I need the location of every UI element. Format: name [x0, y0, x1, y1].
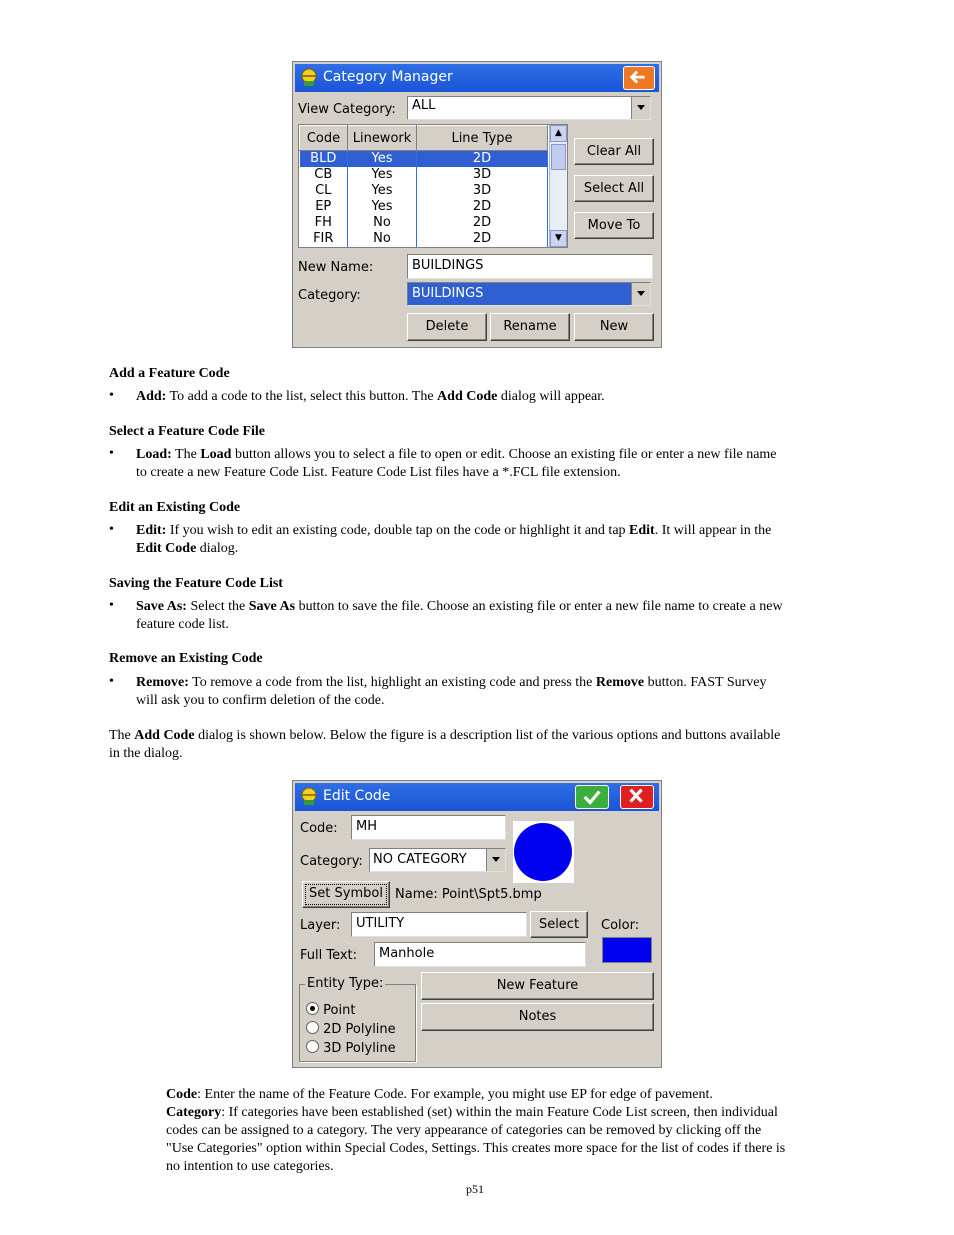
cell-linework: Yes	[348, 183, 417, 199]
new-button[interactable]: New	[574, 313, 654, 341]
chevron-down-icon	[486, 849, 505, 871]
view-category-dropdown[interactable]	[407, 96, 651, 120]
full-text-input[interactable]	[374, 942, 586, 967]
layer-label: Layer:	[300, 918, 341, 933]
view-category-value: ALL	[412, 98, 436, 113]
edit-code-titlebar	[295, 783, 659, 811]
scroll-up-icon[interactable]: ▲	[550, 125, 567, 142]
close-icon	[621, 786, 653, 808]
radio-empty-icon	[306, 1021, 319, 1034]
layer-input[interactable]	[351, 912, 527, 937]
clear-all-button[interactable]: Clear All	[574, 138, 654, 165]
chevron-down-icon	[631, 97, 650, 119]
chevron-down-icon	[631, 283, 650, 305]
app-icon	[298, 786, 320, 808]
category-manager-dialog	[292, 61, 662, 348]
edit-description: Edit: If you wish to edit an existing code, double tap on the code or highlight it and tap Edit. It will appear in the Edit Code dialog.	[136, 523, 772, 556]
dialog-title: Category Manager	[323, 69, 453, 85]
radio-2d-polyline[interactable]	[306, 1021, 396, 1037]
category-label: Category:	[298, 288, 361, 303]
new-name-value: BUILDINGS	[412, 258, 484, 273]
heading-add-feature-code: Add a Feature Code	[109, 366, 230, 381]
color-swatch[interactable]	[602, 937, 652, 963]
code-value: MH	[356, 819, 377, 834]
add-code-intro: The Add Code dialog is shown below. Below the figure is a description list of the various options and buttons available in the dialog.	[109, 728, 781, 761]
cell-linework: No	[348, 215, 417, 231]
bullet: •	[109, 674, 114, 689]
radio-label: Point	[323, 1003, 356, 1018]
category-description: Category: If categories have been established (set) within the main Feature Code List screen, then individual codes can be assigned to a category. The very appearance of categories can be removed by clicking off the "Use Categories" option within Special Codes, Settings. This creates more space for the list of codes if there is no intention to use categories.	[166, 1105, 786, 1174]
bullet: •	[109, 522, 114, 537]
notes-button[interactable]: Notes	[421, 1003, 654, 1031]
table-row[interactable]	[300, 167, 548, 183]
set-symbol-button[interactable]: Set Symbol	[302, 881, 390, 908]
load-description: Load: The Load button allows you to select a file to open or edit. Choose an existing file or enter a new file name to create a new Feature Code List. Feature Code List files have a *.FCL file extension.	[136, 447, 777, 480]
table-row[interactable]	[300, 183, 548, 199]
cell-line-type: 3D	[417, 167, 548, 183]
symbol-preview	[513, 821, 574, 883]
back-arrow-icon	[624, 67, 654, 89]
code-description: Code: Enter the name of the Feature Code. For example, you might use EP for edge of pavement.	[166, 1087, 713, 1102]
radio-selected-icon	[306, 1002, 319, 1015]
bullet: •	[109, 446, 114, 461]
column-header-linework[interactable]: Linework	[348, 126, 417, 151]
new-name-input[interactable]	[407, 254, 653, 279]
category-dropdown[interactable]	[407, 282, 651, 306]
category-value: BUILDINGS	[412, 286, 484, 301]
save-as-description: Save As: Select the Save As button to save the file. Choose an existing file or enter a new file name to create a new feature code list.	[136, 599, 783, 632]
layer-value: UTILITY	[356, 916, 405, 931]
new-feature-button[interactable]: New Feature	[421, 972, 654, 1000]
cell-code: CL	[300, 183, 348, 199]
heading-edit-code: Edit an Existing Code	[109, 500, 241, 515]
radio-3d-polyline[interactable]	[306, 1040, 396, 1056]
filled-circle-symbol-icon	[513, 821, 574, 883]
remove-description: Remove: To remove a code from the list, highlight an existing code and press the Remove button. FAST Survey will ask you to confirm deletion of the code.	[136, 675, 767, 708]
page-number: p51	[466, 1182, 484, 1196]
heading-saving: Saving the Feature Code List	[109, 576, 283, 591]
bullet: •	[109, 388, 114, 403]
table-row[interactable]	[300, 215, 548, 231]
full-text-label: Full Text:	[300, 948, 358, 963]
cell-linework: Yes	[348, 151, 417, 168]
code-input[interactable]	[351, 815, 506, 840]
code-label: Code:	[300, 821, 338, 836]
symbol-name: Name: Point\Spt5.bmp	[395, 887, 542, 902]
cell-code: BLD	[300, 151, 348, 168]
radio-empty-icon	[306, 1040, 319, 1053]
cell-line-type: 2D	[417, 199, 548, 215]
select-layer-button[interactable]: Select	[530, 911, 588, 938]
back-button[interactable]	[623, 66, 655, 90]
view-category-label: View Category:	[298, 102, 396, 117]
delete-button[interactable]: Delete	[407, 313, 487, 341]
scroll-down-icon[interactable]: ▼	[550, 230, 567, 247]
scroll-thumb[interactable]	[551, 144, 566, 170]
column-header-code[interactable]: Code	[300, 126, 348, 151]
full-text-value: Manhole	[379, 946, 435, 961]
cell-line-type: 2D	[417, 151, 548, 168]
dialog-title: Edit Code	[323, 788, 391, 804]
select-all-button[interactable]: Select All	[574, 175, 654, 202]
cell-line-type: 3D	[417, 183, 548, 199]
table-row[interactable]	[300, 231, 548, 247]
column-header-line-type[interactable]: Line Type	[417, 126, 548, 151]
category-label: Category:	[300, 854, 363, 869]
cell-line-type: 2D	[417, 231, 548, 247]
heading-select-file: Select a Feature Code File	[109, 424, 266, 439]
list-scrollbar[interactable]	[549, 125, 567, 247]
cell-linework: Yes	[348, 167, 417, 183]
cancel-button[interactable]	[620, 785, 654, 809]
color-label: Color:	[601, 918, 640, 933]
radio-label: 2D Polyline	[323, 1022, 396, 1037]
ok-button[interactable]	[575, 785, 609, 809]
edit-code-dialog	[292, 780, 662, 1068]
cell-linework: Yes	[348, 199, 417, 215]
radio-label: 3D Polyline	[323, 1041, 396, 1056]
new-name-label: New Name:	[298, 260, 374, 275]
cell-linework: No	[348, 231, 417, 247]
move-to-button[interactable]: Move To	[574, 212, 654, 239]
heading-remove-code: Remove an Existing Code	[109, 651, 263, 666]
category-dropdown[interactable]	[369, 848, 506, 872]
cell-line-type: 2D	[417, 215, 548, 231]
bullet: •	[109, 598, 114, 613]
radio-point[interactable]	[306, 1002, 355, 1018]
table-row[interactable]	[300, 199, 548, 215]
cell-code: EP	[300, 199, 348, 215]
cell-code: FIR	[300, 231, 348, 247]
table-row[interactable]	[300, 151, 548, 168]
code-list[interactable]	[298, 124, 568, 248]
category-value: NO CATEGORY	[373, 852, 467, 867]
cell-code: CB	[300, 167, 348, 183]
cell-code: FH	[300, 215, 348, 231]
category-manager-titlebar	[295, 64, 659, 92]
add-description: Add: To add a code to the list, select this button. The Add Code dialog will appear.	[136, 389, 605, 404]
entity-type-label: Entity Type:	[307, 976, 384, 991]
rename-button[interactable]: Rename	[490, 313, 570, 341]
app-icon	[298, 67, 320, 89]
checkmark-icon	[576, 786, 608, 808]
